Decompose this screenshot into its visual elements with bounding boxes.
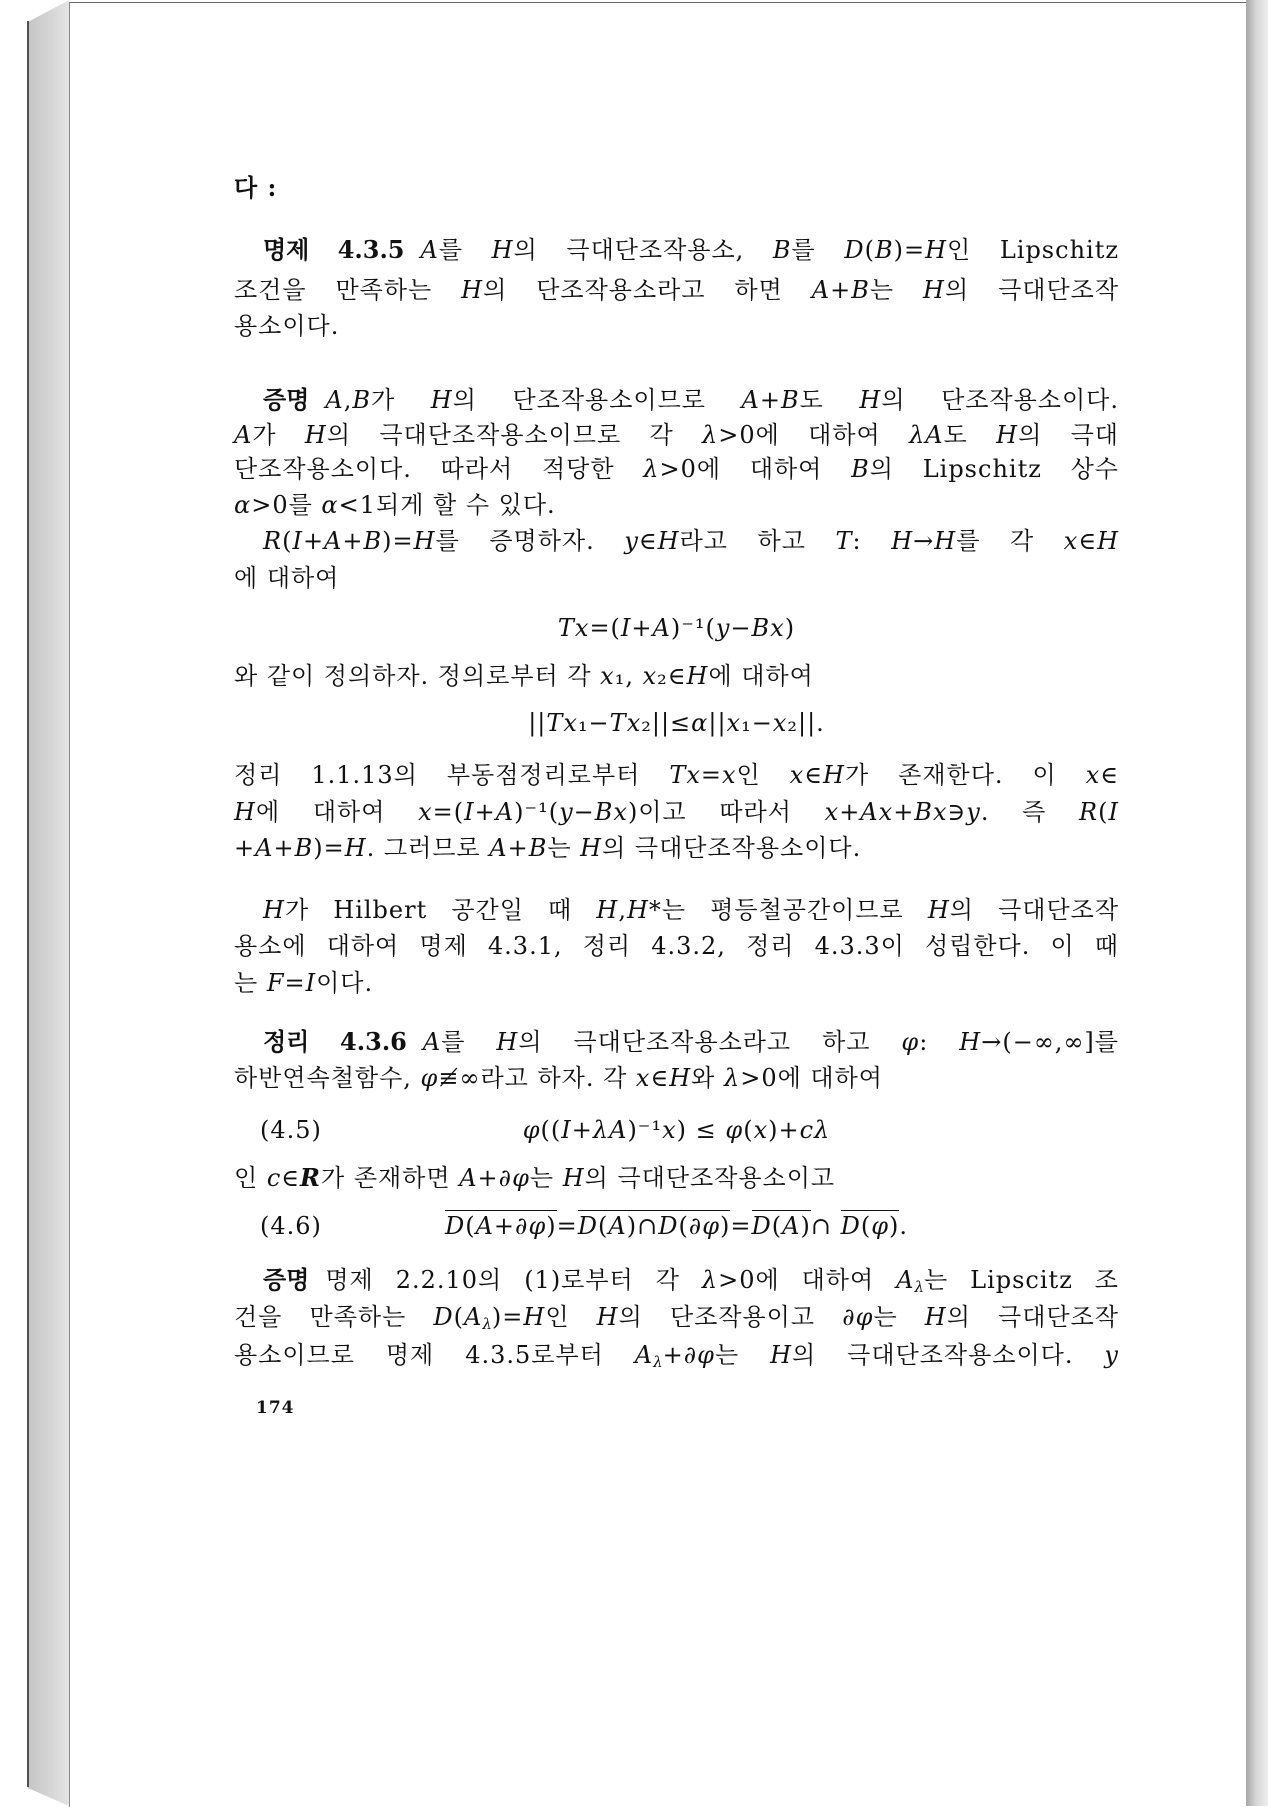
proof-text: 건을 만족하는 D(A: [234, 1303, 483, 1331]
math-symbol: H: [491, 236, 514, 264]
math-symbol: φ: [512, 1164, 530, 1192]
math-symbol: H: [263, 896, 285, 924]
math-symbol: A: [811, 276, 831, 304]
math-symbol: D: [577, 1212, 598, 1240]
proof-text: )=H인 H의 단조작용이고 ∂φ는 H의 극대단조작: [491, 1303, 1119, 1331]
math-symbol: R: [263, 527, 283, 555]
proof-line: [234, 419, 1119, 451]
math-symbol: φ: [702, 1212, 721, 1240]
proof-text: R(I+A+B)=H를 증명하자. y∈H라고 하고 T: H→H를 각 x∈H: [263, 527, 1120, 555]
math-symbol: B: [528, 834, 548, 862]
math-symbol: I: [561, 1116, 572, 1144]
proof-label: 증명: [263, 385, 310, 414]
math-symbol: H: [413, 527, 436, 555]
math-symbol: x: [1063, 527, 1079, 555]
remark-line: [234, 894, 1119, 926]
math-symbol: x: [753, 1116, 769, 1144]
math-symbol: λ: [701, 1266, 719, 1294]
theorem-text: 가 존재하면 A+∂φ는 H의 극대단조작용소이고: [321, 1164, 836, 1192]
math-symbol: x: [613, 798, 628, 826]
proof-text: +∂φ는 H의 극대단조작용소이다. y: [662, 1341, 1119, 1369]
math-symbol: A: [325, 386, 344, 414]
math-symbol: x: [574, 614, 590, 642]
proof-line: [234, 1264, 1119, 1296]
equation-norm-formula: ||Tx₁−Tx₂||≤α||x₁−x₂||.: [528, 709, 825, 737]
math-symbol: φ: [528, 1212, 547, 1240]
math-symbol: x: [772, 709, 788, 737]
math-symbol: A: [652, 614, 671, 642]
math-symbol: φ: [871, 1212, 890, 1240]
subscript: λ: [653, 1353, 663, 1371]
math-symbol: A: [608, 1212, 627, 1240]
proof-line: [234, 759, 1119, 791]
period: .: [899, 1212, 909, 1240]
intersection-sign: ∩: [810, 1212, 841, 1240]
book-edge-line: [27, 21, 29, 1787]
proof-line: [234, 489, 1119, 521]
proof-text: α>0를 α<1되게 할 수 있다.: [234, 491, 556, 519]
continuation-text: 다 :: [234, 173, 278, 202]
equation-4-5-formula: φ((I+λA)⁻¹x) ≤ φ(x)+cλ: [522, 1116, 831, 1144]
math-symbol: B: [352, 386, 371, 414]
math-symbol: A: [422, 1028, 442, 1056]
math-symbol: H: [686, 662, 709, 690]
proof-text: H에 대하여 x=(I+A)⁻¹(y−Bx)이고 따라서 x+Ax+Bx∋y. 즉 R(I: [234, 798, 1119, 826]
math-symbol: I: [292, 527, 303, 555]
math-symbol: B: [363, 527, 383, 555]
math-symbol: H: [923, 276, 945, 304]
proposition-label: 명제 4.3.5: [263, 235, 405, 264]
math-symbol: T: [609, 709, 627, 737]
math-symbol: A: [459, 1164, 478, 1192]
math-symbol: H: [669, 1064, 692, 1092]
math-symbol: c: [799, 1116, 815, 1144]
math-symbol: x: [662, 1116, 677, 1144]
proof-text: +A+B)=H. 그러므로 A+B는 H의 극대단조작용소이다.: [234, 834, 862, 862]
math-symbol: D: [751, 1212, 772, 1240]
math-symbol: x: [824, 798, 840, 826]
math-symbol: H: [430, 386, 453, 414]
math-symbol: B: [751, 614, 771, 642]
math-symbol: H: [626, 896, 649, 924]
proof-line: [234, 660, 1119, 692]
subscript: λ: [482, 1315, 492, 1333]
equals-sign: =: [730, 1212, 752, 1240]
math-symbol: x: [563, 709, 578, 737]
math-symbol: H: [927, 896, 950, 924]
proposition-text: 조건을 만족하는 H의 단조작용소라고 하면 A+B는 H의 극대단조작: [234, 276, 1119, 304]
math-symbol: H: [770, 1341, 793, 1369]
math-symbol: λ: [723, 1064, 741, 1092]
math-symbol: I: [1108, 798, 1119, 826]
proposition-text: 용소이다.: [234, 312, 340, 340]
math-symbol: A: [925, 421, 944, 449]
math-symbol: H: [461, 276, 484, 304]
proposition-line: [234, 310, 1119, 342]
equals-sign: =: [556, 1212, 578, 1240]
math-symbol: x: [878, 798, 894, 826]
math-symbol: H: [1097, 527, 1120, 555]
math-symbol: H: [859, 386, 882, 414]
math-symbol: H: [823, 761, 845, 789]
math-symbol: φ: [522, 1116, 541, 1144]
math-symbol: B: [914, 798, 933, 826]
proposition-text: A를 H의 극대단조작용소, B를 D(B)=H인 Lipschitz: [420, 236, 1119, 264]
math-symbol: H: [924, 1303, 947, 1331]
math-symbol: I: [305, 969, 317, 997]
math-symbol: y: [624, 527, 639, 555]
math-symbol: A: [464, 1303, 483, 1331]
math-symbol: H: [891, 527, 914, 555]
remark-line: [234, 930, 1119, 962]
math-symbol: λ: [643, 455, 660, 483]
math-symbol: x: [635, 1064, 651, 1092]
math-symbol: R: [1079, 798, 1099, 826]
equation-4-6: [234, 1210, 1119, 1242]
theorem-text: 인 c∈: [234, 1164, 301, 1192]
math-symbol: H: [596, 896, 619, 924]
math-symbol: B: [851, 455, 870, 483]
proposition-line: [234, 234, 1119, 266]
math-symbol: x: [418, 798, 433, 826]
math-symbol: H: [523, 1303, 546, 1331]
math-symbol: α: [234, 491, 252, 519]
math-symbol: α: [691, 709, 709, 737]
math-symbol: φ: [697, 1341, 715, 1369]
math-symbol: H: [304, 421, 327, 449]
math-symbol: H: [596, 1303, 619, 1331]
math-symbol: x: [770, 614, 785, 642]
math-symbol: φ: [725, 1116, 744, 1144]
math-symbol: α: [321, 491, 339, 519]
math-symbol: H: [562, 1164, 585, 1192]
equation-4-5: [234, 1114, 1119, 1146]
subscript: λ: [914, 1278, 924, 1296]
math-symbol: D: [844, 236, 865, 264]
math-symbol: x: [722, 761, 737, 789]
math-symbol: H: [934, 527, 957, 555]
math-symbol: A: [420, 236, 439, 264]
math-symbol: H: [959, 1028, 982, 1056]
proof-text: 단조작용소이다. 따라서 적당한 λ>0에 대하여 B의 Lipschitz 상수: [234, 455, 1119, 483]
math-symbol: x: [626, 709, 642, 737]
math-symbol: λ: [702, 421, 719, 449]
math-symbol: A: [255, 834, 274, 862]
math-symbol: A: [782, 1212, 801, 1240]
equation-norm: [234, 707, 1119, 739]
math-symbol: λ: [814, 1116, 831, 1144]
proof-text: A,B가 H의 단조작용소이므로 A+B도 H의 단조작용소이다.: [325, 386, 1119, 414]
proposition-line: [234, 274, 1119, 306]
equation-number: (4.5): [260, 1116, 322, 1144]
math-symbol: H: [234, 798, 256, 826]
math-symbol: D: [444, 1212, 466, 1240]
math-symbol: B: [780, 386, 800, 414]
proof-line: [234, 1339, 1119, 1371]
math-symbol: A: [234, 421, 253, 449]
math-symbol: A: [324, 527, 343, 555]
math-symbol: φ: [420, 1064, 439, 1092]
equation-T-formula: Tx=(I+A)⁻¹(y−Bx): [557, 614, 796, 642]
closure-term: D(A+∂φ): [444, 1212, 557, 1240]
proof-text: 용소이므로 명제 4.3.5로부터 A: [234, 1341, 654, 1369]
real-numbers-symbol: R: [300, 1163, 321, 1192]
math-symbol: F: [266, 969, 285, 997]
math-symbol: B: [594, 798, 614, 826]
math-symbol: x: [932, 798, 948, 826]
math-symbol: y: [1104, 1341, 1119, 1369]
math-symbol: y: [559, 798, 574, 826]
math-symbol: φ: [855, 1303, 874, 1331]
math-symbol: A: [634, 1341, 654, 1369]
math-symbol: λ: [592, 1116, 610, 1144]
math-symbol: A: [489, 834, 508, 862]
book-edge: [28, 0, 69, 1806]
math-symbol: T: [557, 614, 575, 642]
proof-text: 는 Lipscitz 조: [923, 1266, 1119, 1294]
proof-text: 에 대하여: [234, 564, 340, 592]
math-symbol: y: [715, 614, 731, 642]
math-symbol: B: [294, 834, 314, 862]
theorem-text: A를 H의 극대단조작용소라고 하고 φ: H→(−∞,∞]를: [422, 1028, 1119, 1056]
theorem-line: [234, 1026, 1119, 1058]
remark-text: 는 F=I이다.: [234, 969, 374, 997]
math-symbol: T: [546, 709, 564, 737]
proof-line: [234, 796, 1119, 828]
proof-text: 명제 2.2.10의 (1)로부터 각 λ>0에 대하여 A: [325, 1266, 915, 1294]
math-symbol: D: [840, 1212, 861, 1240]
closure-term: D(A): [751, 1212, 811, 1240]
math-symbol: A: [896, 1266, 915, 1294]
math-symbol: H: [496, 1028, 519, 1056]
proof-line: [234, 384, 1119, 416]
math-symbol: T: [669, 761, 687, 789]
proof-line: [234, 453, 1119, 485]
math-symbol: A: [860, 798, 879, 826]
proof-text: A가 H의 극대단조작용소이므로 각 λ>0에 대하여 λA도 H의 극대: [234, 421, 1119, 449]
remark-line: [234, 967, 1119, 999]
math-symbol: D: [658, 1212, 679, 1240]
page-shadow: [1246, 0, 1268, 1806]
closure-term: D(A)∩D(∂φ): [577, 1212, 731, 1240]
math-symbol: y: [966, 798, 981, 826]
equation-T: [234, 612, 1119, 644]
math-symbol: x: [600, 662, 615, 690]
math-symbol: φ: [901, 1028, 920, 1056]
theorem-line: [234, 1062, 1119, 1094]
proof-line: [234, 832, 1119, 864]
math-symbol: A: [475, 1212, 494, 1240]
theorem-line: [234, 1162, 1119, 1194]
math-symbol: I: [464, 798, 475, 826]
math-symbol: T: [835, 527, 853, 555]
math-symbol: D: [433, 1303, 454, 1331]
closure-term: D(φ): [840, 1212, 900, 1240]
equation-number: (4.6): [260, 1212, 322, 1240]
math-symbol: x: [789, 761, 805, 789]
math-symbol: B: [874, 236, 894, 264]
theorem-text: 하반연속철함수, φ≢∞라고 하자. 각 x∈H와 λ>0에 대하여: [234, 1064, 883, 1092]
proof-line: [234, 562, 1119, 594]
math-symbol: H: [657, 527, 680, 555]
math-symbol: x: [726, 709, 742, 737]
math-symbol: A: [495, 798, 515, 826]
math-symbol: B: [772, 236, 792, 264]
remark-text: 용소에 대하여 명제 4.3.1, 정리 4.3.2, 정리 4.3.3이 성립한다. 이 때: [234, 932, 1119, 960]
math-symbol: λ: [909, 421, 926, 449]
math-symbol: H: [580, 834, 603, 862]
proof-line: [234, 525, 1119, 557]
math-symbol: A: [741, 386, 760, 414]
math-symbol: H: [925, 236, 948, 264]
page-number: 174: [256, 1398, 295, 1418]
proof-line: [234, 1301, 1119, 1333]
math-symbol: x: [642, 662, 658, 690]
proof-text: 정리 1.1.13의 부동점정리로부터 Tx=x인 x∈H가 존재한다. 이 x∈: [234, 761, 1119, 789]
math-symbol: A: [609, 1116, 628, 1144]
math-symbol: H: [996, 421, 1019, 449]
remark-text: H가 Hilbert 공간일 때 H,H*는 평등철공간이므로 H의 극대단조작: [263, 896, 1120, 924]
math-symbol: c: [266, 1164, 282, 1192]
math-symbol: x: [1085, 761, 1101, 789]
proof-text: 와 같이 정의하자. 정의로부터 각 x₁, x₂∈H에 대하여: [234, 662, 814, 690]
math-symbol: B: [851, 276, 870, 304]
continuation-line: [234, 172, 1119, 204]
math-symbol: x: [686, 761, 701, 789]
math-symbol: H: [344, 834, 367, 862]
theorem-label: 정리 4.3.6: [263, 1027, 407, 1056]
math-symbol: I: [620, 614, 632, 642]
proof-label: 증명: [263, 1265, 310, 1294]
